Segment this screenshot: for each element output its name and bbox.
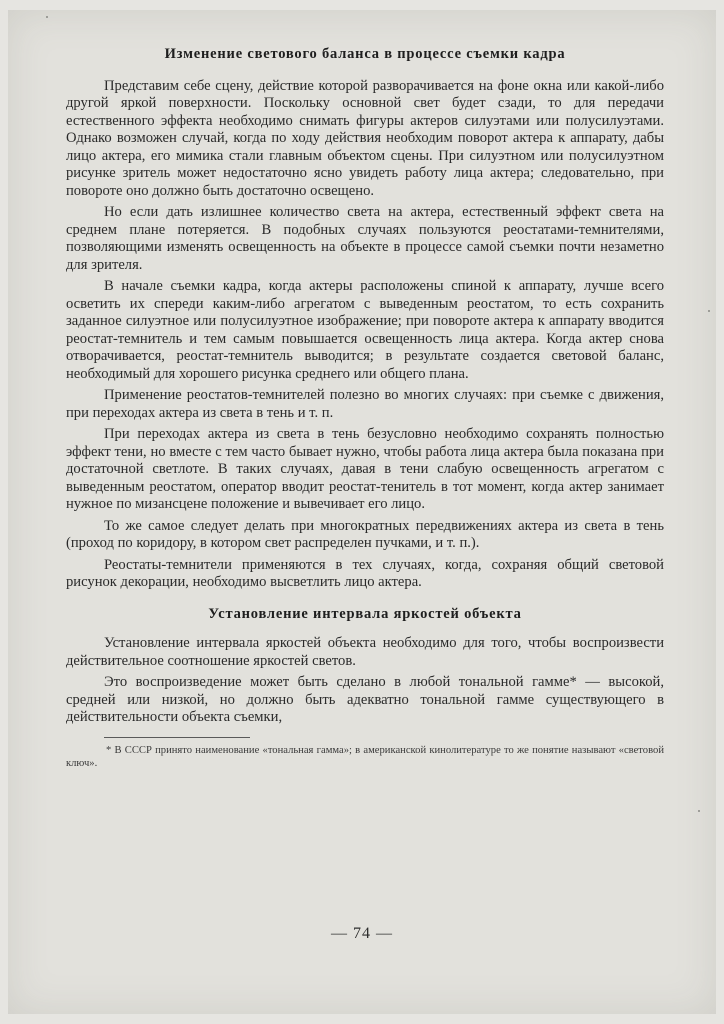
section-heading-light-balance: Изменение светового баланса в процессе съемки кадра [164, 46, 566, 62]
section-heading-brightness-interval: Установление интервала яркостей объекта [208, 605, 522, 622]
footnote: * В СССР принято наименование «тональная гамма»; в американской кинолитературе то же понятие называют «световой ключ». [66, 744, 664, 769]
dust-speck [46, 16, 48, 18]
paragraph: В начале съемки кадра, когда актеры расположены спиной к аппарату, лучше всего осветить их спереди каким-либо агрегатом с выведенным реостатом, то есть сохранить заданное силуэтное или полусилуэтное изображение; при повороте актера к аппарату вводится реостат-темнитель и тем самым повышается освещенность лица актера. Когда актер снова отворачивается, реостат-темнитель выводится; в результате создается световой баланс, необходимый для хорошего рисунка среднего или общего плана. [66, 278, 664, 382]
paragraph: Но если дать излишнее количество света на актера, естественный эффект света на среднем плане потеряется. В подобных случаях пользуются реостатами-темнителями, позволяющими изменять освещенность на объекте в процессе самой съемки почти незаметно для зрителя. [66, 204, 664, 273]
paragraph: Это воспроизведение может быть сделано в любой тональной гамме* — высокой, средней или низкой, но должно быть адекватно тональной гамме существующего в действительности объекта съемки, [66, 674, 664, 725]
page-content [66, 46, 664, 770]
paragraph: Применение реостатов-темнителей полезно во многих случаях: при съемке с движения, при переходах актера из света в тень и т. п. [66, 387, 664, 421]
page-number: — 74 — [331, 925, 393, 942]
paragraph: При переходах актера из света в тень безусловно необходимо сохранять полностью эффект тени, но вместе с тем часто бывает нужно, чтобы работа лица актера была показана при достаточной светлоте. В таких случаях, давая в тени слабую освещенность агрегатом с выведенным реостатом, оператор вводит реостат-тенитель в тот момент, когда актер занимает нужное по мизансцене положение и вывечивает его лицо. [66, 426, 664, 512]
paragraph: Реостаты-темнители применяются в тех случаях, когда, сохраняя общий световой рисунок декорации, необходимо высветлить лицо актера. [66, 556, 664, 590]
footnote-divider [104, 737, 250, 738]
paragraph: Представим себе сцену, действие которой разворачивается на фоне окна или какой-либо другой яркой поверхности. Поскольку основной свет будет сзади, то для передачи естественного эффекта необходимо снимать фигуры актеров силуэтами или полусилуэтами. Однако возможен случай, когда по ходу действия необходим поворот актера к аппарату, дабы лицо актера, его мимика стали главным объектом сцены. При силуэтном или полусилуэтном рисунке зритель может недостаточно ясно увидеть работу лица актера; следовательно, при повороте оно должно быть достаточно освещено. [66, 77, 664, 199]
dust-speck [708, 310, 710, 312]
paragraph: Установление интервала яркостей объекта необходимо для того, чтобы воспроизвести действительное соотношение яркостей светов. [66, 635, 664, 669]
dust-speck [698, 810, 700, 812]
paragraph: То же самое следует делать при многократных передвижениях актера из света в тень (проход по коридору, в котором свет распределен пучками, и т. п.). [66, 517, 664, 551]
